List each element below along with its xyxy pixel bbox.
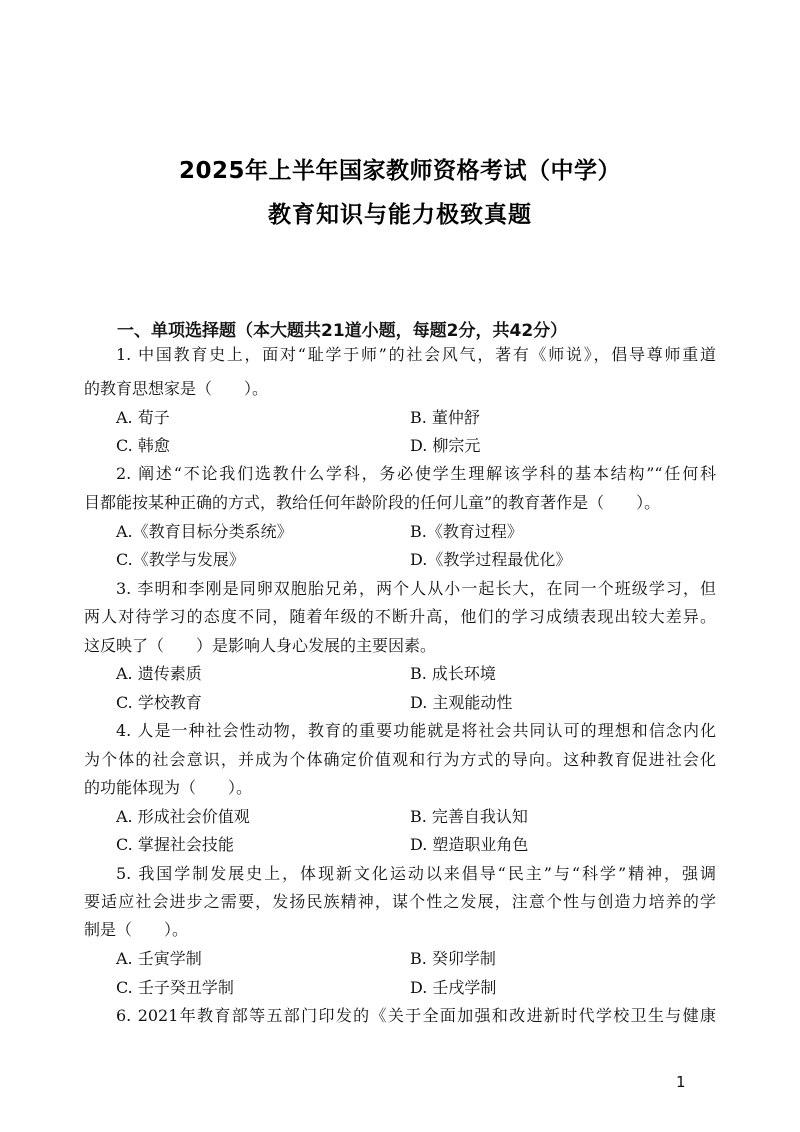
question-1-option-d: D. 柳宗元	[410, 436, 481, 455]
question-1-stem-line: 的教育思想家是（ ）。	[84, 379, 269, 398]
exam-title: 2025年上半年国家教师资格考试（中学）	[178, 158, 621, 184]
page-number: 1	[676, 1073, 686, 1091]
question-5-option-d: D. 壬戌学制	[410, 978, 497, 997]
question-4-option-b: B. 完善自我认知	[410, 807, 528, 826]
question-4-stem-line: 的功能体现为（ ）。	[84, 778, 253, 797]
question-1-option-b: B. 董仲舒	[410, 408, 480, 427]
question-3-stem-line: 两人对待学习的态度不同，随着年级的不断升高，他们的学习成绩表现出较大差异。	[84, 607, 716, 626]
question-5-stem-line: 5. 我国学制发展史上，体现新文化运动以来倡导“民主”与“科学”精神，强调	[116, 864, 716, 883]
question-4-option-d: D. 塑造职业角色	[410, 835, 529, 854]
question-3-option-a: A. 遗传素质	[116, 664, 202, 683]
question-2-option-b: B.《教育过程》	[410, 522, 523, 541]
question-4-stem-line: 4. 人是一种社会性动物，教育的重要功能就是将社会共同认可的理想和信念内化	[116, 721, 716, 740]
question-5-stem-line: 要适应社会进步之需要，发扬民族精神，谋个性之发展，注意个性与创造力培养的学	[84, 892, 716, 911]
question-3-option-c: C. 学校教育	[116, 693, 202, 712]
question-4-stem-line: 为个体的社会意识，并成为个体确定价值观和行为方式的导向。这种教育促进社会化	[84, 750, 716, 769]
question-3-stem-line: 这反映了（ ）是影响人身心发展的主要因素。	[84, 636, 437, 655]
question-2-option-c: C.《教学与发展》	[116, 550, 245, 569]
question-2-option-d: D.《教学过程最优化》	[410, 550, 572, 569]
question-2-stem-line: 2. 阐述“不论我们选教什么学科，务必使学生理解该学科的基本结构”“任何科	[116, 464, 716, 483]
question-1-option-c: C. 韩愈	[116, 436, 170, 455]
exam-subtitle: 教育知识与能力极致真题	[268, 202, 532, 228]
question-1-stem-line: 1. 中国教育史上，面对“耻学于师”的社会风气，著有《师说》，倡导尊师重道	[116, 345, 716, 364]
section-heading: 一、单项选择题（本大题共21道小题，每题2分，共42分）	[117, 321, 568, 341]
question-3-stem-line: 3. 李明和李刚是同卵双胞胎兄弟，两个人从小一起长大，在同一个班级学习，但	[116, 579, 716, 598]
question-5-stem-line: 制是（ ）。	[84, 920, 189, 939]
question-1-option-a: A. 荀子	[116, 408, 170, 427]
question-2-option-a: A.《教育目标分类系统》	[116, 522, 293, 541]
question-3-option-b: B. 成长环境	[410, 664, 496, 683]
question-2-stem-line: 目都能按某种正确的方式，教给任何年龄阶段的任何儿童”的教育著作是（ ）。	[84, 493, 661, 512]
question-6-stem-line: 6. 2021年教育部等五部门印发的《关于全面加强和改进新时代学校卫生与健康	[116, 1006, 716, 1025]
question-5-option-a: A. 壬寅学制	[116, 949, 202, 968]
question-3-option-d: D. 主观能动性	[410, 693, 513, 712]
question-5-option-b: B. 癸卯学制	[410, 949, 496, 968]
question-5-option-c: C. 壬子癸丑学制	[116, 978, 234, 997]
question-4-option-a: A. 形成社会价值观	[116, 807, 250, 826]
question-4-option-c: C. 掌握社会技能	[116, 835, 234, 854]
